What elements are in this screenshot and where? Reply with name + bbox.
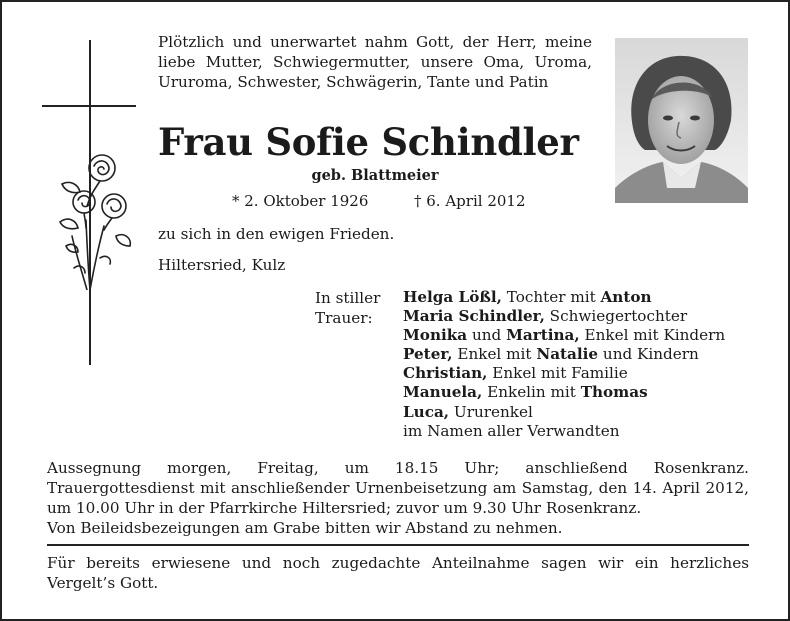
mourner-entry: Manuela, Enkelin mit Thomas: [403, 383, 648, 402]
mourning-label: [315, 288, 380, 328]
mourner-entry: Helga Lößl, Tochter mit Anton: [403, 288, 652, 306]
condolence-text: Von Beileidsbezeigungen am Grabe bitten wir Abstand zu nehmen.: [47, 519, 563, 537]
mourning-label-line1: In stiller: [315, 289, 381, 307]
divider: [47, 544, 749, 546]
portrait-photo: [615, 38, 748, 203]
maiden-name: geb. Blattmeier: [311, 167, 439, 184]
mourner-entry: im Namen aller Verwandten: [403, 421, 620, 440]
deceased-name: Frau Sofie Schindler: [158, 120, 579, 164]
mourner-entry: Luca, Ururenkel: [403, 402, 533, 421]
death-date: † 6. April 2012: [414, 192, 526, 210]
service-details: [47, 458, 749, 538]
cross-icon-bar: [42, 105, 136, 107]
mourner-entry: Peter, Enkel mit Natalie und Kindern: [403, 345, 699, 364]
place-line: Hiltersried, Kulz: [158, 256, 286, 274]
mourning-label-line2: Trauer:: [315, 309, 373, 327]
peace-line: zu sich in den ewigen Frieden.: [158, 225, 395, 243]
mourners-list: [403, 288, 725, 441]
thanks-text: Für bereits erwiesene und noch zugedachte Anteilnahme sagen wir ein herzliches Vergelt’s Gott.: [47, 554, 749, 592]
service-text: Aussegnung morgen, Freitag, um 18.15 Uhr; anschließend Rosenkranz. Trauergottesdienst mit anschließender Urnenbeisetzung am Samstag, den 14. April 2012, um 10.00 Uhr in der Pfarrkirche Hiltersried; zuvor um 9.30 Uhr Rosenkranz.: [47, 459, 749, 517]
mourner-entry: Maria Schindler, Schwiegertochter: [403, 307, 688, 326]
birth-date: * 2. Oktober 1926: [232, 192, 369, 210]
mourner-entry: Christian, Enkel mit Familie: [403, 364, 628, 383]
mourner-entry: Monika und Martina, Enkel mit Kindern: [403, 326, 726, 345]
intro-text: Plötzlich und unerwartet nahm Gott, der Herr, meine liebe Mutter, Schwiegermutter, unsere Oma, Uroma, Ururoma, Schwester, Schwägerin, Tante und Patin: [158, 33, 592, 91]
rose-branch-icon: [54, 150, 134, 290]
